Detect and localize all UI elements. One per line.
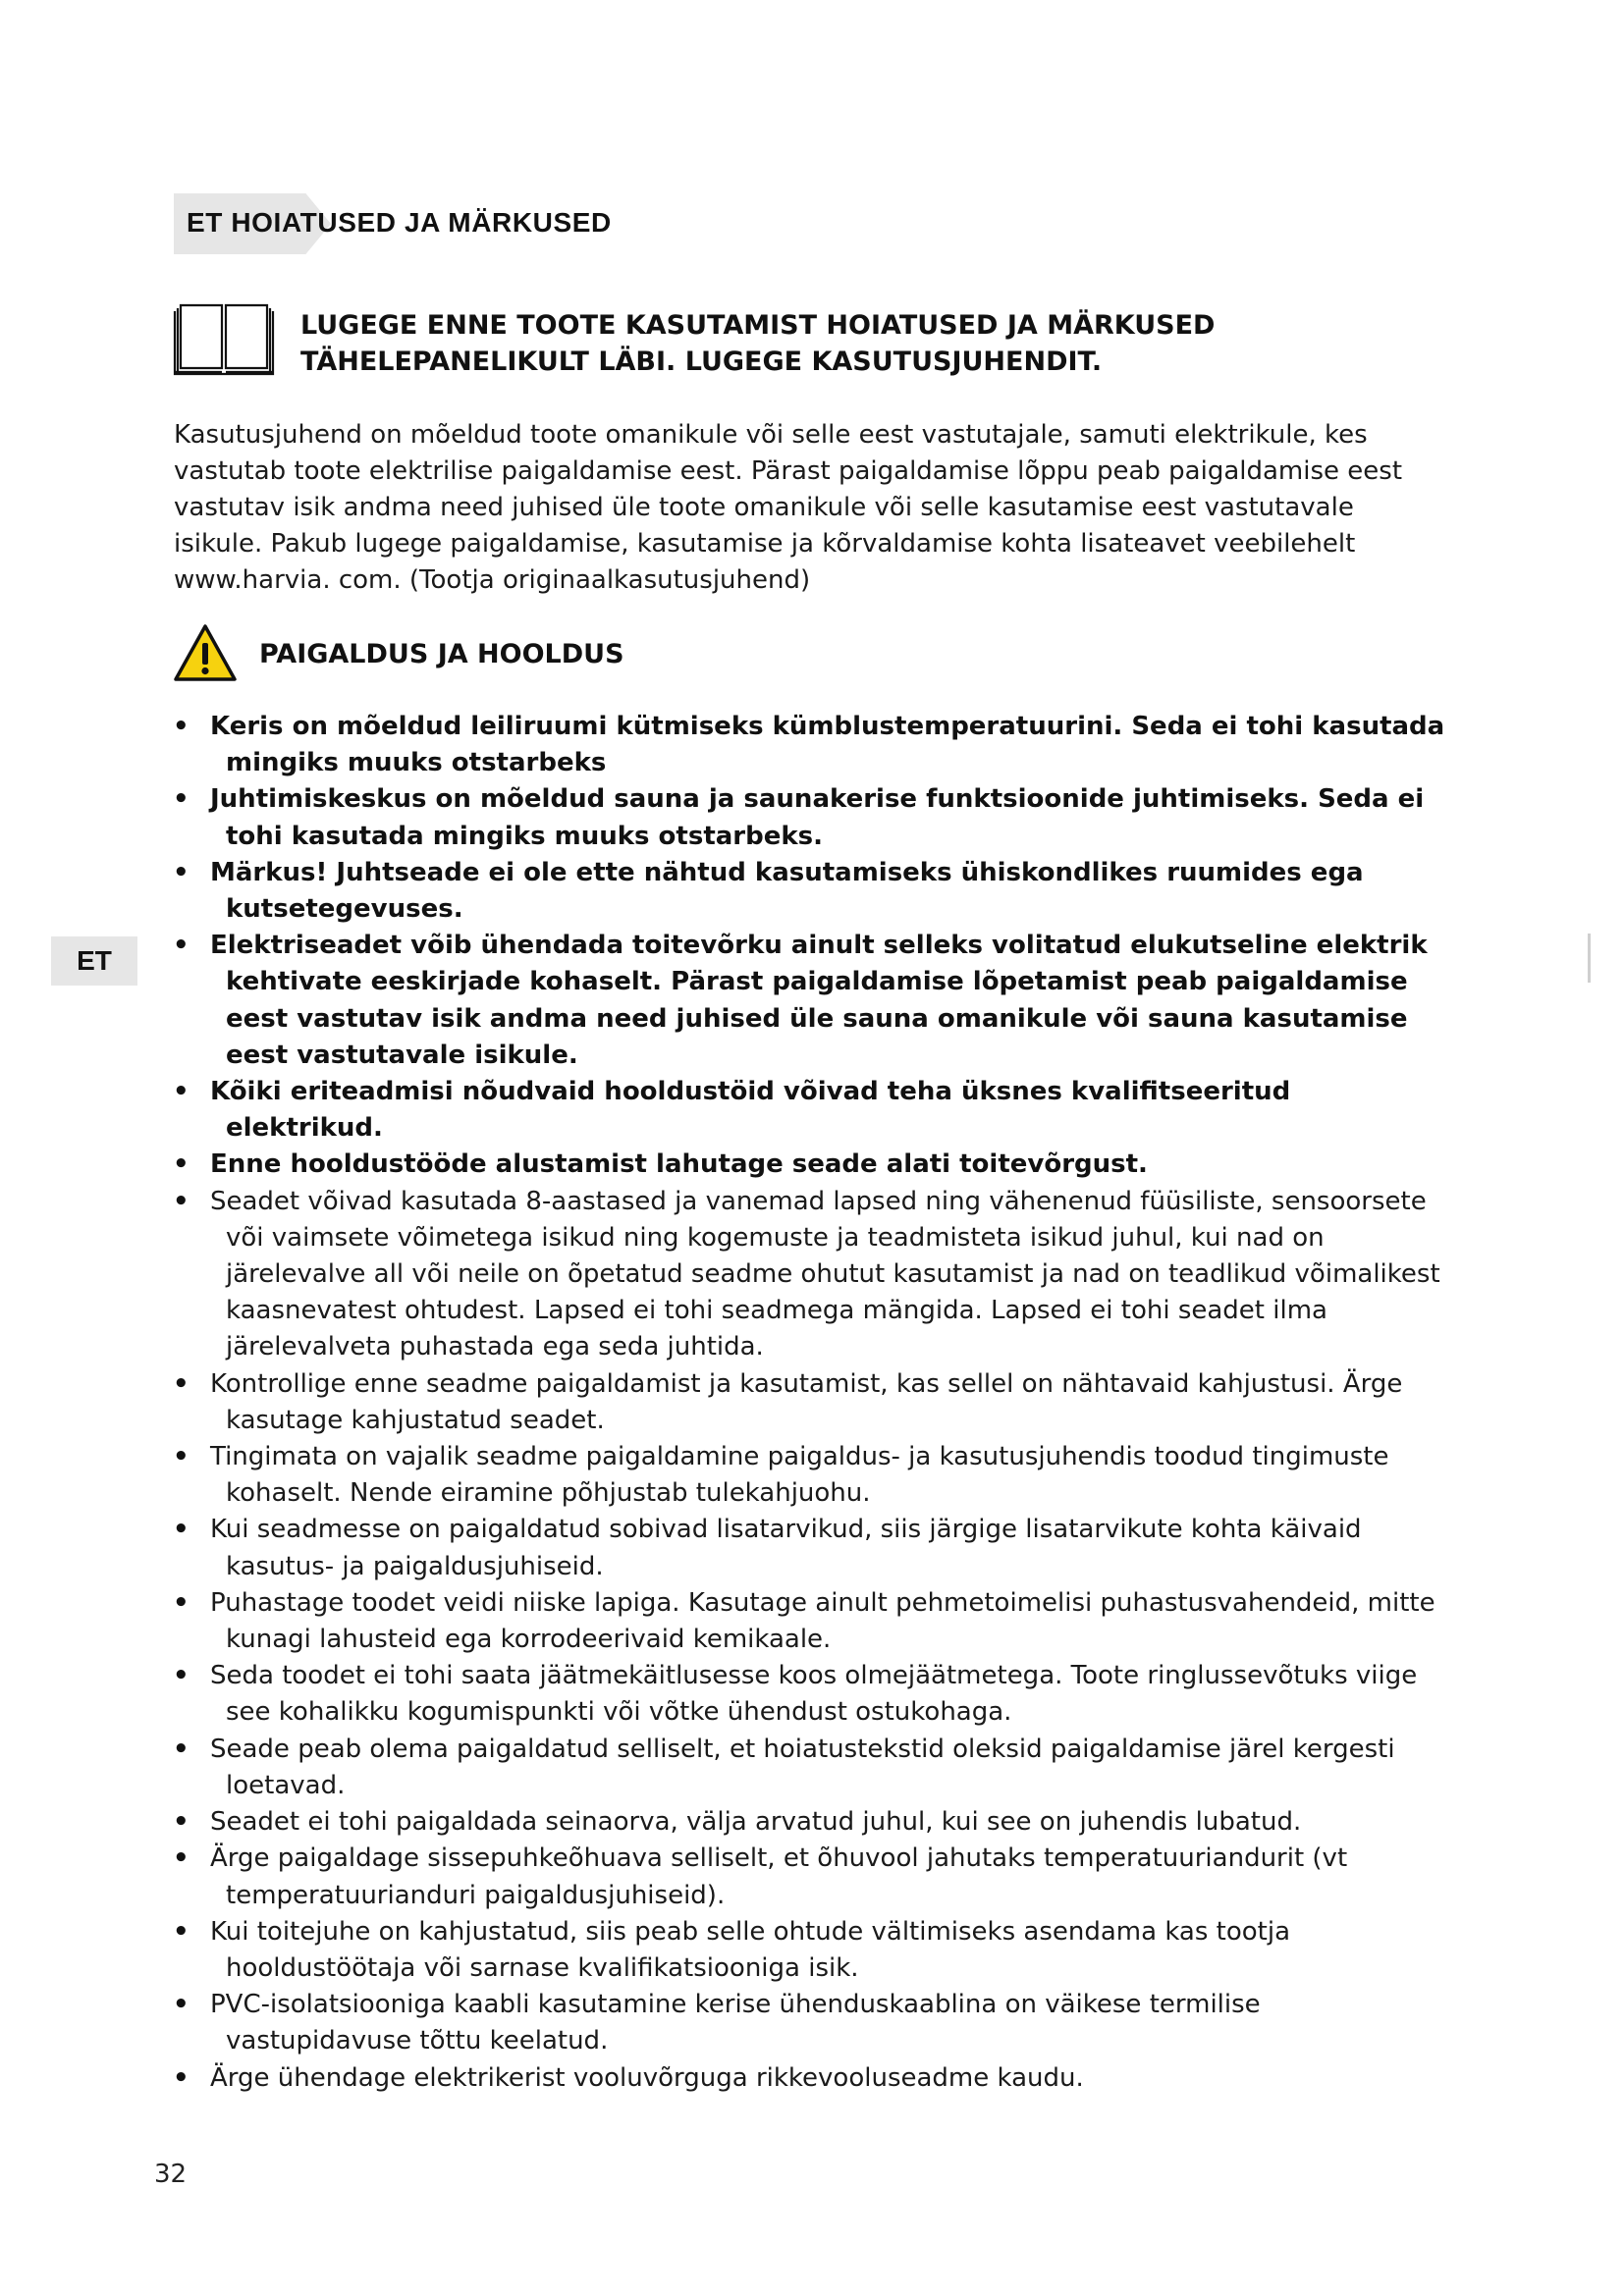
list-item: • Puhastage toodet veidi niiske lapiga. Kasutage ainult pehmetoimelisi puhastusvahendeid, mitte kunagi lahusteid ega korrodeerivaid kemikaale. [171, 1585, 1447, 1658]
language-side-tab-label: ET [77, 945, 112, 976]
list-item: • Ärge ühendage elektrikerist vooluvõrguga rikkevooluseadme kaudu. [171, 2060, 1447, 2097]
section-title: ET HOIATUSED JA MÄRKUSED [187, 207, 612, 238]
subsection-title: PAIGALDUS JA HOOLDUS [259, 639, 624, 669]
list-item: • Kõiki eriteadmisi nõudvaid hooldustöid võivad teha üksnes kvalifitseeritud elektrikud. [171, 1074, 1447, 1147]
list-item: • Ärge paigaldage sissepuhkeõhuava selliselt, et õhuvool jahutaks temperatuuriandurit (vt temperatuurianduri paigaldusjuhiseid). [171, 1841, 1447, 1913]
list-item: • Tingimata on vajalik seadme paigaldamine paigaldus- ja kasutusjuhendis toodud tingimuste kohaselt. Nende eiramine põhjustab tulekahjuohu. [171, 1439, 1447, 1512]
list-item: • Seadet ei tohi paigaldada seinaorva, välja arvatud juhul, kui see on juhendis lubatud. [171, 1804, 1447, 1841]
list-item: • Keris on mõeldud leiliruumi kütmiseks kümblustemperatuurini. Seda ei tohi kasutada mingiks muuks otstarbeks [171, 709, 1447, 781]
intro-paragraph: Kasutusjuhend on mõeldud toote omanikule või selle eest vastutajale, samuti elektrikule, kes vastutab toote elektrilise paigaldamise eest. Pärast paigaldamise lõppu peab paigaldamise eest vastutav isik andma need juhised üle toote omanikule või selle kasutamise eest vastutavale isikule. Pakub lugege paigaldamise, kasutamise ja kõrvaldamise kohta lisateavet veebilehelt www.harvia. com. (Tootja originaalkasutusjuhend) [174, 420, 1403, 595]
list-item: • Kui seadmesse on paigaldatud sobivad lisatarvikud, siis järgige lisatarvikute kohta käivaid kasutus- ja paigaldusjuhiseid. [171, 1512, 1447, 1584]
list-item: • Seda toodet ei tohi saata jäätmekäitlusesse koos olmejäätmetega. Toote ringlussevõtuks viige see kohalikku kogumispunkti või võtke ühendust ostukohaga. [171, 1658, 1447, 1731]
language-side-tab [51, 936, 137, 986]
list-item: • Seade peab olema paigaldatud selliselt, et hoiatustekstid oleksid paigaldamise järel kergesti loetavad. [171, 1732, 1447, 1804]
list-item: • Juhtimiskeskus on mõeldud sauna ja saunakerise funktsioonide juhtimiseks. Seda ei tohi kasutada mingiks muuks otstarbeks. [171, 781, 1447, 854]
list-item: • Märkus! Juhtseade ei ole ette nähtud kasutamiseks ühiskondlikes ruumides ega kutsetegevuses. [171, 855, 1447, 928]
list-item: • Seadet võivad kasutada 8-aastased ja vanemad lapsed ning vähenenud füüsiliste, sensoorsete või vaimsete võimetega isikud ning kogemuste ja teadmisteta isikud juhul, kui nad on järelevalve all või neile on õpetatud seadme ohutut kasutamist ja nad on teadlikud võimalikest kaasnevatest ohtudest. Lapsed ei tohi seadmega mängida. Lapsed ei tohi seadet ilma järelevalveta puhastada ega seda juhtida. [171, 1184, 1447, 1366]
list-item: • Kontrollige enne seadme paigaldamist ja kasutamist, kas sellel on nähtavaid kahjustusi. Ärge kasutage kahjustatud seadet. [171, 1366, 1447, 1439]
list-item: • Kui toitejuhe on kahjustatud, siis peab selle ohtude vältimiseks asendama kas tootja hooldustöötaja või sarnase kvalifikatsiooniga isik. [171, 1914, 1447, 1987]
margin-marker [1588, 934, 1591, 983]
list-item: • Enne hooldustööde alustamist lahutage seade alati toitevõrgust. [171, 1147, 1447, 1183]
warning-triangle-icon [173, 623, 238, 682]
list-item: • Elektriseadet võib ühendada toitevõrku ainult selleks volitatud elukutseline elektrik kehtivate eeskirjade kohaselt. Pärast paigaldamise lõpetamist peab paigaldamise eest vastutav isik andma need juhised üle sauna omanikule või sauna kasutamise eest vastutavale isikule. [171, 928, 1447, 1074]
warnings-list [171, 709, 1447, 2097]
open-book-icon [173, 301, 275, 378]
list-item: • PVC-isolatsiooniga kaabli kasutamine kerise ühenduskaablina on väikese termilise vastupidavuse tõttu keelatud. [171, 1987, 1447, 2059]
read-manual-warning: LUGEGE ENNE TOOTE KASUTAMIST HOIATUSED JA MÄRKUSED TÄHELEPANELIKULT LÄBI. LUGEGE KASUTUSJUHENDIT. [300, 310, 1216, 377]
page-number: 32 [154, 2160, 188, 2189]
